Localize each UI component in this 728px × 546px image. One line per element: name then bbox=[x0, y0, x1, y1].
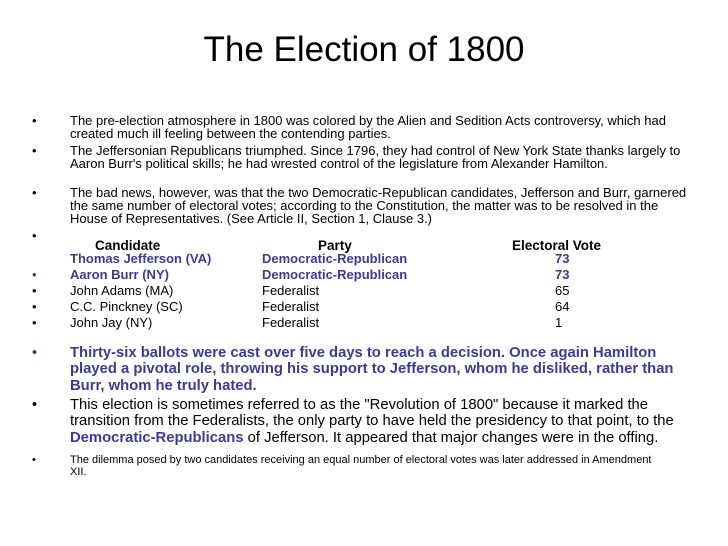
table-row-candidate: C.C. Pinckney (SC) bbox=[70, 299, 183, 314]
table-row-party: Federalist bbox=[262, 283, 320, 298]
bullet-marker: • bbox=[32, 143, 37, 158]
header-electoral-vote: Electoral Vote bbox=[512, 238, 602, 253]
header-party: Party bbox=[318, 238, 352, 253]
table-row-candidate: Aaron Burr (NY) bbox=[70, 267, 169, 282]
bullet-bad-news: The bad news, however, was that the two Democratic-Republican candidates, Jefferson and Burr, garnered the same number of electoral votes; according to the Constitution, the matter was to be resolved in the House of Representatives. (See Article II, Section 1, Clause 3.) bbox=[70, 185, 687, 226]
bullet-marker: • bbox=[32, 113, 37, 128]
bullet-marker: • bbox=[32, 185, 37, 200]
table-row-candidate: Thomas Jefferson (VA) bbox=[70, 251, 212, 266]
table-row-vote: 65 bbox=[555, 283, 570, 298]
bullet-marker: • bbox=[32, 283, 37, 298]
bullet-amendment-xii: The dilemma posed by two candidates receiving an equal number of electoral votes was later addressed in Amendment XII. bbox=[70, 454, 652, 478]
revolution-highlight: Democratic-Republicans bbox=[70, 429, 244, 446]
table-row-candidate: John Adams (MA) bbox=[70, 283, 174, 298]
table-row-party: Democratic-Republican bbox=[262, 267, 408, 282]
table-row-vote: 1 bbox=[555, 315, 563, 330]
bullet-marker: • bbox=[32, 315, 37, 330]
bullet-marker: • bbox=[32, 454, 36, 466]
table-row-vote: 73 bbox=[555, 251, 570, 266]
table-row-candidate: John Jay (NY) bbox=[70, 315, 153, 330]
bullet-republicans-triumphed: The Jeffersonian Republicans triumphed. Since 1796, they had control of New York State thanks largely to Aaron Burr's political skills; he had wrested control of the legislature from Alexander Hamilton. bbox=[70, 143, 681, 171]
table-row-party: Federalist bbox=[262, 299, 320, 314]
table-row-party: Democratic-Republican bbox=[262, 251, 408, 266]
bullet-marker: • bbox=[32, 397, 38, 413]
bullet-marker: • bbox=[32, 345, 38, 361]
bullet-marker: • bbox=[32, 228, 37, 243]
bullet-thirty-six-ballots: Thirty-six ballots were cast over five days to reach a decision. Once again Hamilton played a pivotal role, throwing his support to Jefferson, whom he disliked, rather than Burr, whom he truly hated. bbox=[70, 345, 674, 394]
revolution-text-after: of Jefferson. It appeared that major changes were in the offing. bbox=[243, 429, 659, 446]
slide-title: The Election of 1800 bbox=[203, 30, 525, 69]
bullet-marker: • bbox=[32, 267, 37, 282]
bullet-marker: • bbox=[32, 299, 37, 314]
header-candidate: Candidate bbox=[95, 238, 161, 253]
bullet-alien-sedition: The pre-election atmosphere in 1800 was colored by the Alien and Sedition Acts controversy, which had created much ill feeling between the contending parties. bbox=[70, 113, 666, 141]
table-row-party: Federalist bbox=[262, 315, 320, 330]
table-row-vote: 64 bbox=[555, 299, 570, 314]
table-row-vote: 73 bbox=[555, 267, 570, 282]
revolution-text-before: This election is sometimes referred to as the "Revolution of 1800" because it marked the transition from the Federalists, the only party to have held the presidency to that point, to the bbox=[70, 397, 674, 430]
bullet-revolution-of-1800 bbox=[70, 397, 692, 446]
